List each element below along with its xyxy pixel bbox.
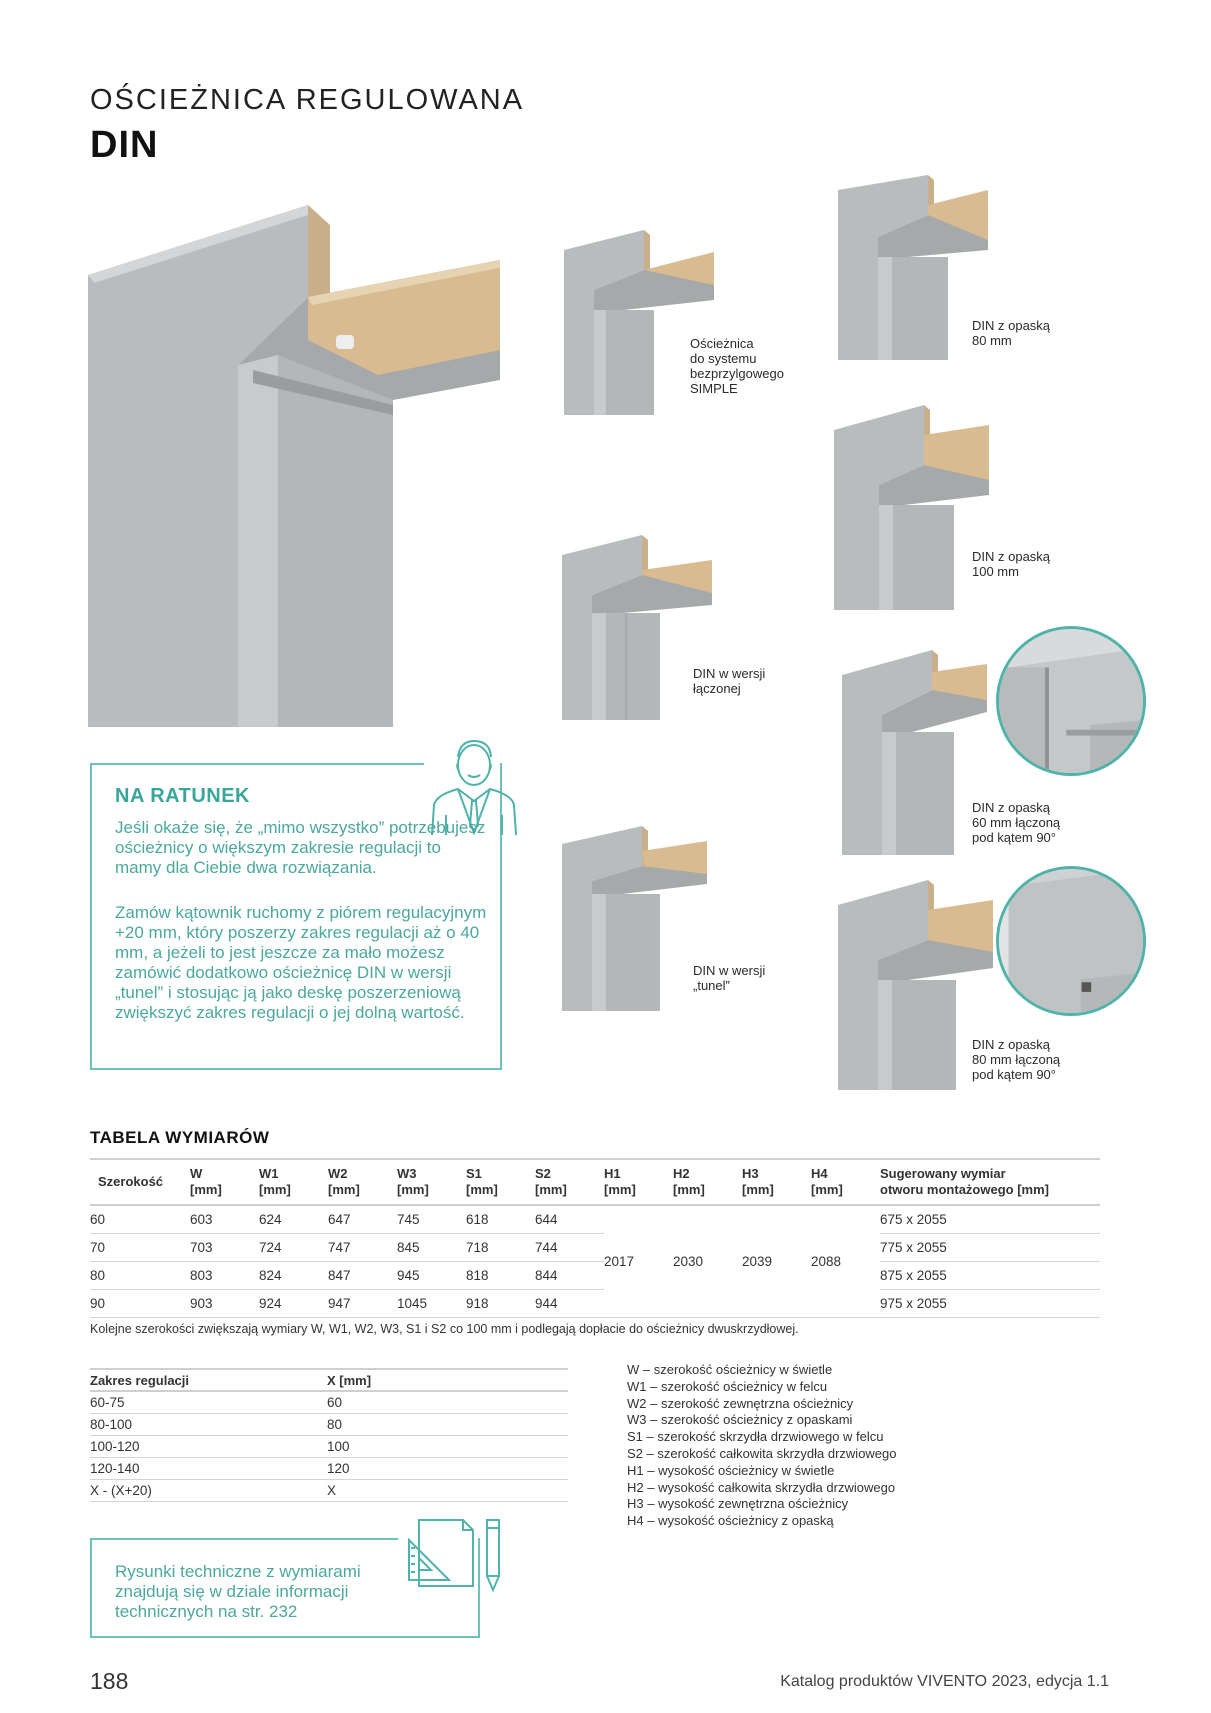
dims-cell-h4: 2088 (811, 1205, 880, 1317)
dims-header-s1: S1 [mm] (466, 1159, 535, 1205)
zoom-detail-circle-1 (996, 626, 1146, 776)
dims-header-s2: S2 [mm] (535, 1159, 604, 1205)
table-row (90, 1261, 1100, 1289)
dims-cell: 703 (190, 1233, 259, 1261)
legend-item: H1 – wysokość ościeżnicy w świetle (627, 1462, 835, 1478)
reg-cell: X - (X+20) (90, 1479, 327, 1501)
dims-table (90, 1158, 1100, 1318)
caption-din-tunel: DIN w wersji „tunel” (693, 963, 766, 993)
zoom-detail-circle-2 (996, 866, 1146, 1016)
dims-cell: 903 (190, 1289, 259, 1317)
legend-item: H2 – wysokość całkowita skrzydła drzwiowego (627, 1479, 896, 1495)
caption-din80: DIN z opaską 80 mm (972, 318, 1051, 348)
rescue-paragraph-1: Jeśli okaże się, że „mimo wszystko” potrzebujesz ościeżnicy o większym zakresie regulacji to mamy dla Ciebie dwa rozwiązania. (115, 818, 486, 877)
dims-cell: 847 (328, 1261, 397, 1289)
table-row (90, 1413, 568, 1435)
dims-cell: 844 (535, 1261, 604, 1289)
reg-cell: 80-100 (90, 1413, 327, 1435)
legend-list (627, 1362, 897, 1530)
dims-header-h4: H4 [mm] (811, 1159, 880, 1205)
rescue-title: NA RATUNEK (115, 785, 250, 807)
dims-cell: 824 (259, 1261, 328, 1289)
tech-drawings-text: Rysunki techniczne z wymiarami znajdują się w dziale informacji technicznych na str. 232 (115, 1562, 361, 1621)
caption-din80-90: DIN z opaską 80 mm łączoną pod kątem 90° (972, 1037, 1061, 1082)
table-row (90, 1457, 568, 1479)
reg-cell: 100 (327, 1435, 568, 1457)
footer-catalog: Katalog produktów VIVENTO 2023, edycja 1.1 (780, 1673, 1109, 1690)
legend-item: W – szerokość ościeżnicy w świetle (627, 1362, 833, 1377)
dims-cell: 924 (259, 1289, 328, 1317)
dims-cell: 603 (190, 1205, 259, 1233)
dims-header-h1: H1 [mm] (604, 1159, 673, 1205)
reg-table-header-row (90, 1369, 568, 1391)
dims-table-note: Kolejne szerokości zwiększają wymiary W, W1, W2, W3, S1 i S2 co 100 mm i podlegają dopłacie do ościeżnicy dwuskrzydłowej. (90, 1322, 799, 1336)
caption-din100: DIN z opaską 100 mm (972, 549, 1051, 579)
reg-cell: 60-75 (90, 1391, 327, 1413)
page-pretitle: OŚCIEŻNICA REGULOWANA (90, 84, 525, 116)
dims-cell: 818 (466, 1261, 535, 1289)
tech-box-top-line (90, 1538, 398, 1540)
reg-cell: 120 (327, 1457, 568, 1479)
table-row (90, 1479, 568, 1501)
table-row (90, 1289, 1100, 1317)
reg-cell: X (327, 1479, 568, 1501)
dims-header-w: W [mm] (190, 1159, 259, 1205)
dims-cell: 70 (90, 1233, 190, 1261)
dims-cell-h3: 2039 (742, 1205, 811, 1317)
caption-din-lacz: DIN w wersji łączonej (693, 666, 766, 696)
technical-drawing-icon (405, 1516, 505, 1596)
dims-cell: 745 (397, 1205, 466, 1233)
regulation-table (90, 1368, 568, 1502)
dims-cell: 80 (90, 1261, 190, 1289)
dims-table-header-row (90, 1159, 1100, 1205)
reg-cell: 100-120 (90, 1435, 327, 1457)
table-row (90, 1233, 1100, 1261)
frame-din-lacz-image (562, 535, 712, 720)
dims-header-w2: W2 [mm] (328, 1159, 397, 1205)
legend-item: W3 – szerokość ościeżnicy z opaskami (627, 1412, 853, 1428)
table-row (90, 1435, 568, 1457)
main-frame-image (88, 205, 500, 727)
dims-header-otwor: Sugerowany wymiar otworu montażowego [mm] (880, 1159, 1100, 1205)
dims-cell: 918 (466, 1289, 535, 1317)
rescue-paragraph-2: Zamów kątownik ruchomy z piórem regulacyjnym +20 mm, który poszerzy zakres regulacji aż o 40 mm, a jeżeli to jest jeszcze za mało możesz zamówić dodatkowo ościeżnicę DIN w wersji „tunel” i stosując ją jako deskę poszerzeniową zwiększyć zakres regulacji o jej dolną wartość. (115, 903, 487, 1022)
legend-item: W1 – szerokość ościeżnicy w felcu (627, 1378, 828, 1394)
dims-cell: 803 (190, 1261, 259, 1289)
page-number: 188 (90, 1668, 129, 1694)
dims-cell: 945 (397, 1261, 466, 1289)
dims-cell: 644 (535, 1205, 604, 1233)
frame-din-tunel-image (562, 826, 712, 1011)
legend-item: W2 – szerokość zewnętrzna ościeżnicy (627, 1395, 854, 1411)
dims-cell: 975 x 2055 (880, 1289, 1100, 1317)
table-row (90, 1391, 568, 1413)
frame-din100-image (834, 405, 994, 610)
dims-cell-h1: 2017 (604, 1205, 673, 1317)
dims-cell: 775 x 2055 (880, 1233, 1100, 1261)
dims-cell: 90 (90, 1289, 190, 1317)
frame-din80-image (838, 175, 988, 360)
rescue-box-top-line (90, 763, 424, 765)
dims-cell: 647 (328, 1205, 397, 1233)
dims-cell: 947 (328, 1289, 397, 1317)
dims-header-h3: H3 [mm] (742, 1159, 811, 1205)
dims-header-szerokosc: Szerokość (90, 1159, 190, 1205)
dims-cell: 60 (90, 1205, 190, 1233)
legend-item: S2 – szerokość całkowita skrzydła drzwiowego (627, 1445, 897, 1461)
dims-cell: 744 (535, 1233, 604, 1261)
dims-header-w1: W1 [mm] (259, 1159, 328, 1205)
frame-din60-90-image (842, 650, 987, 855)
dims-cell: 618 (466, 1205, 535, 1233)
dims-table-title: TABELA WYMIARÓW (90, 1128, 270, 1147)
reg-cell: 80 (327, 1413, 568, 1435)
dims-cell: 724 (259, 1233, 328, 1261)
dims-cell: 675 x 2055 (880, 1205, 1100, 1233)
reg-header-range: Zakres regulacji (90, 1369, 327, 1391)
dims-cell: 1045 (397, 1289, 466, 1317)
dims-cell: 944 (535, 1289, 604, 1317)
dims-header-h2: H2 [mm] (673, 1159, 742, 1205)
legend-item: H3 – wysokość zewnętrzna ościeżnicy (627, 1496, 849, 1512)
page-title: DIN (90, 124, 159, 166)
caption-simple: Ościeżnica do systemu bezprzylgowego SIMPLE (690, 336, 784, 396)
reg-cell: 60 (327, 1391, 568, 1413)
caption-din60-90: DIN z opaską 60 mm łączoną pod kątem 90° (972, 800, 1061, 845)
dims-cell: 845 (397, 1233, 466, 1261)
dims-cell: 875 x 2055 (880, 1261, 1100, 1289)
dims-cell-h2: 2030 (673, 1205, 742, 1317)
reg-cell: 120-140 (90, 1457, 327, 1479)
dims-cell: 624 (259, 1205, 328, 1233)
reg-header-x: X [mm] (327, 1369, 568, 1391)
dims-cell: 718 (466, 1233, 535, 1261)
legend-item: H4 – wysokość ościeżnicy z opaską (627, 1513, 834, 1529)
table-row (90, 1205, 1100, 1233)
legend-item: S1 – szerokość skrzydła drzwiowego w felcu (627, 1429, 884, 1445)
dims-header-w3: W3 [mm] (397, 1159, 466, 1205)
frame-din80-90-image (838, 880, 993, 1090)
dims-cell: 747 (328, 1233, 397, 1261)
